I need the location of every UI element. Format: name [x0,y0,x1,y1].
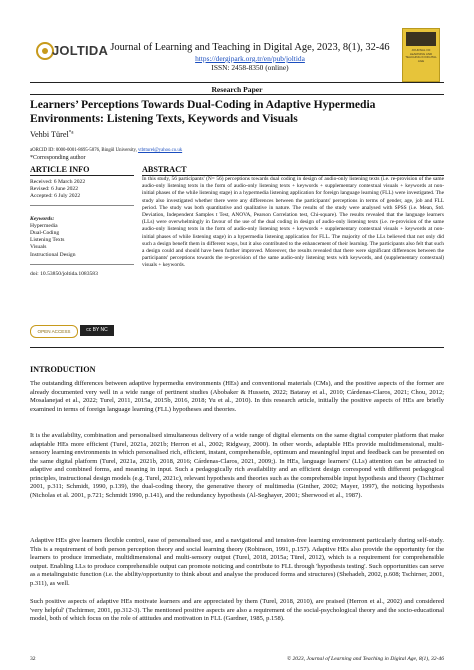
keyword-item: Instructional Design [30,251,76,258]
header-divider [30,82,444,83]
accepted-date: Accepted: 6 July 2022 [30,193,81,200]
affiliation-line [30,148,290,153]
revised-date: Revised: 6 June 2022 [30,186,79,193]
cover-label: JOURNAL OF LEARNING AND TEACHING IN DIGITAL AGE [405,48,437,63]
article-info-heading: ARTICLE INFO [30,165,90,174]
open-access-badge: OPEN ACCESS [30,325,78,338]
logo-text: JOLTIDA [52,43,109,58]
license-badges [30,324,130,338]
journal-line: Journal of Learning and Teaching in Digital Age, 2023, 8(1), 32-46 [110,42,390,53]
keywords-divider [30,264,134,265]
abstract-text: In this study, 56 participants' (N= 56) perceptions towards dual coding in design of audio-only listening texts (i.e. re-provision of the same audio-only listening texts in the form of audio-only listening texts + keywords + supplementary contextual visuals + keywords at non-initial phases of the while listening stage) in a hypermedia listening application for foreign language learning (FLL) were investigated. The study also investigated whether there were any differences between the participants' perceptions in terms of gender, age, job and FLL period. The study was both quantitative and qualitative in nature. The results of the study were analysed with SPSS (i.e. Mean, Std. Deviation, Independent Samples t Test, ANOVA, Pearson Correlation test, Chi-square). The results revealed that the language learners (LLs) were overwhelmingly in favour of the use of the dual coding in design of audio-only listening texts (i.e. re-provision of the same audio-only listening texts in the form of audio-only listening texts + keywords + supplementary contextual visuals + keywords at non-initial phases of while listening stage) in a hypermedia listening application for FLL. The majority of the LLs believed that not only did such a design benefit them in different ways, but it also contributed to the enhancement of their learning. The participants also felt that such a design could and should have been further improved. Moreover, the results revealed that there were significant differences between the participants' perceptions towards the re-provision of the same audio-only listening texts with keywords, and (supplementary contextual) visuals + keywords. [142,176,444,269]
body-paragraph: It is the availability, combination and personalised simultaneous delivery of a wide range of digital elements on the same digital computer platform that make adaptable HEs more efficient (Turel, 2021a, 2021b; Herron et al., 2002; Ridgway, 2000). In other words, adaptable HEs provide multidimensional, multi-sensory learning environments in which personalised rich, efficient, instant, comprehensible, optimum and meaningful input and feedback can be presented on the same digital platform (Turel, 2021a, 2021b, 2018, 2016; Cárdenas-Claros, 2021, 2009;). In HEs, language learners' (LLs) attention can be attracted to adaptive and combined forms, and meaning in input. Such a pedagogically rich availability and an efficient design correspond with different pedagogical principles, instructional design models (e.g. Turel, 2021c), relevant hypothesis and theories such as the comprehensible input hypothesis and theory (Tschirner 2001, p.311; Schmidt, 1990, p.139), the dual-coding theory, the generative theory of multimedia (Ginther, 2002; Mayer, 1997), the noticing hypothesis (Nicholas et al. 2001, p.721; Schmidt 1990, p.141), and the redundancy hypothesis (Al-Seghayer, 2001; Sherwood et al., 1987). [30,432,444,499]
page-number: 32 [30,656,36,662]
author-name: Vehbi Türel [30,130,69,139]
orcid-text: aORCID ID: 0000-0001-8695-5876, Bingöl University, [30,148,137,153]
keywords-label: Keywords: [30,215,55,222]
journal-logo [36,38,109,64]
abstract-header [142,165,444,176]
keyword-item: Visuals [30,244,47,251]
journal-url-link[interactable]: https://dergipark.org.tr/en/pub/joltida [195,54,305,63]
article-info-rule [30,175,134,176]
issn: ISSN: 2458-8350 (online) [211,63,289,72]
article-info [30,165,134,278]
body-paragraph: The outstanding differences between adaptive hypermedia environments (HEs) and conventional materials (CMs), and the positive aspects of the former are already documented very well in a wide range of pertinent studies (Abobaker & Hussein, 2022; Bataray et al., 2010; Cárdenas-Claros, 2021; Chou, 2012; Mosalanejad et al., 2022; Turel, 2011, 2015a, 2015b, 2016, 2018; Yu et al., 2010). In this research article, initially the positive aspects of HEs are briefly examined in terms of foreign language learning (FLL) hypotheses and theories. [30,380,444,413]
dates-divider [30,205,134,206]
author-sup: *a [68,130,74,136]
body-paragraph: Adaptive HEs give learners flexible control, ease of personalised use, and a navigational and tension-free learning environment particularly during self-study. This is a requirement of both person perception theory and social learning theory (Robinson, 1991, p.157). Adaptive HEs also provide the opportunity for the learners to produce immediate, multidimensional and multi-sensory output (Turel, 2018, 2015a; Türel, 2012), which is a requirement for comprehensible output. Enabling LLs to produce comprehensible output can promote noticing and contribute to FLL through 'hypothesis testing'. Such opportunities can serve as a metalinguistic function (i.e. the ability/opportunity to think about and analyse the produced forms and structures) (Shehadeh, 2002, p.608; Tschirner, 2001, p.311), as well. [30,537,444,587]
paper-type: Research Paper [211,85,263,94]
introduction-heading: INTRODUCTION [30,365,96,374]
cc-license-badge: cc BY NC [80,325,114,336]
paper-title: Learners’ Perceptions Towards Dual-Coding in Adaptive Hypermedia Environments: Listening Texts, Keywords and Visuals [30,98,376,125]
abstract-heading: ABSTRACT [142,165,187,174]
author-line [30,130,73,139]
keyword-item: Hypermedia [30,222,58,229]
type-divider [30,94,444,95]
author-email-link[interactable]: vtbtturel@yahoo.co.uk [138,148,183,153]
abstract-end-divider [30,347,444,348]
corresponding-note: *Corresponding author [30,155,86,161]
footer-copyright: © 2023, Journal of Learning and Teaching in Digital Age, 8(1), 32-46 [286,656,444,662]
doi: doi: 10.53850/joltida.1083583 [30,270,98,277]
journal-cover-image [402,28,440,82]
keyword-item: Dual-Coding [30,230,60,237]
received-date: Received: 6 March 2022 [30,179,86,185]
body-paragraph: Such positive aspects of adaptive HEs motivate learners and are appreciated by them (Turel, 2018, 2010), are praised (Herron et al., 2002) and considered 'very helpful' (Tschirmer, 2001, pp.312-3). The mentioned positive aspects are also a requirement of the social-psychological theory and the socio-educational model, both of which focus on the role of attitudes and motivation in FLL (Gardner, 1985, p.158). [30,598,444,622]
keyword-item: Listening Texts [30,237,65,244]
